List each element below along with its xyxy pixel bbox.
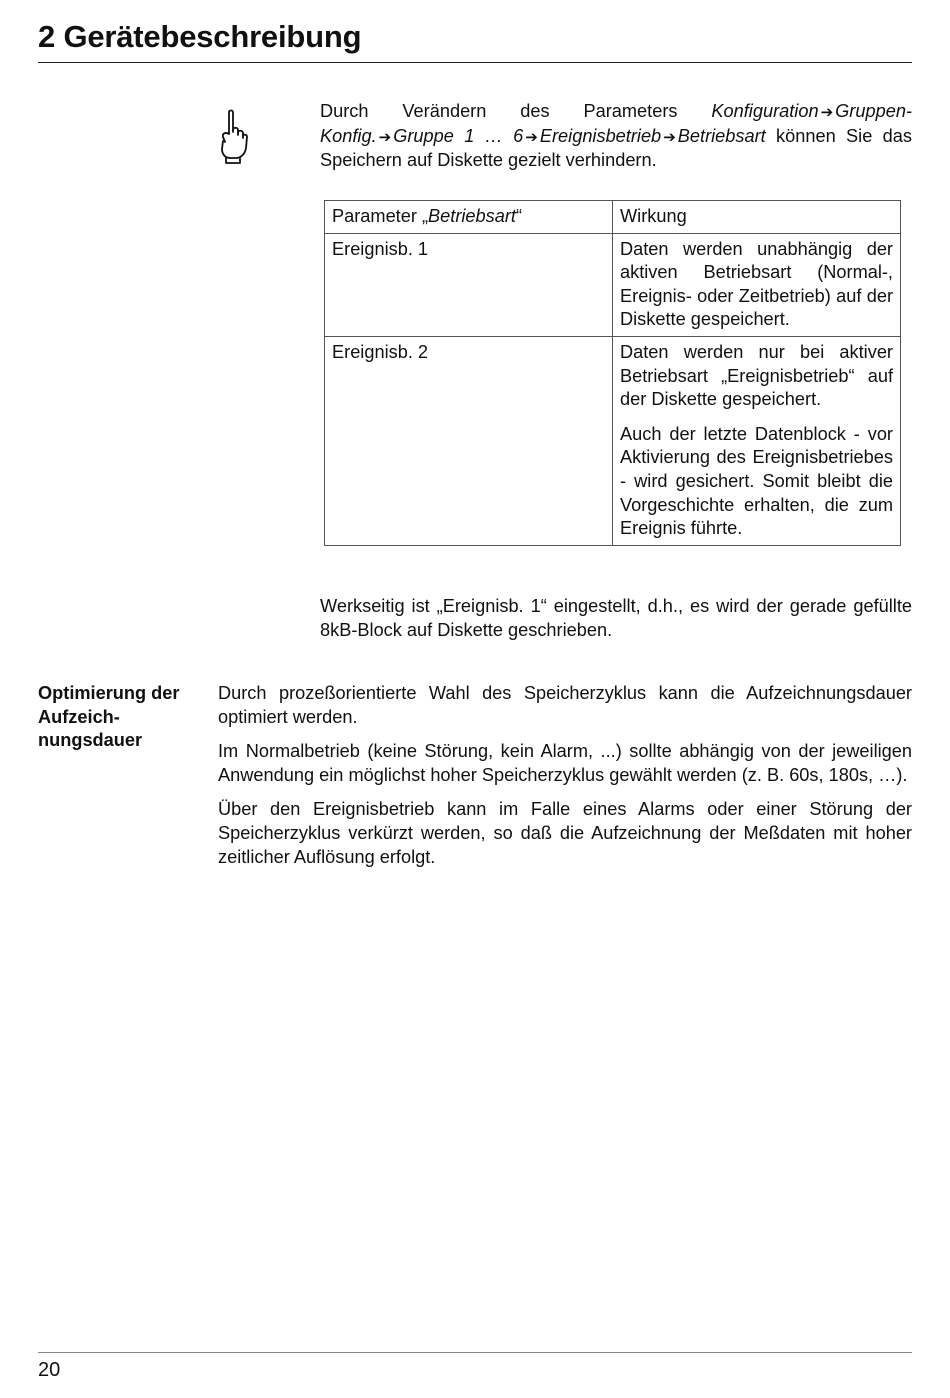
header-param-italic: Betriebsart: [428, 206, 516, 226]
arrow-icon: ➔: [820, 104, 834, 121]
header-param-suffix: “: [515, 206, 523, 226]
pointing-hand-icon: [214, 108, 248, 164]
header-param-prefix: Parameter „: [332, 206, 429, 226]
effect-text: Daten werden nur bei aktiver Betriebsart „Ereignisbetrieb“ auf der Diskette gespeichert.: [620, 341, 893, 410]
arrow-icon: ➔: [525, 128, 538, 146]
body-paragraph: Über den Ereignisbetrieb kann im Falle eines Alarms oder einer Störung der Speicherzyklus verkürzt werden, so daß die Aufzeichnung der Meßdaten mit hoher zeitlicher Auflösung erfolgt.: [218, 799, 912, 867]
note-paragraph: [320, 100, 912, 173]
footer-divider: [38, 1352, 912, 1353]
chapter-title: 2 Gerätebeschreibung: [38, 18, 912, 63]
arrow-icon: ➔: [663, 128, 676, 146]
factory-default-paragraph: Werkseitig ist „Ereignisb. 1“ eingestellt, d.h., es wird der gerade gefüllte 8kB-Block auf Diskette geschrieben.: [320, 596, 912, 640]
arrow-icon: ➔: [378, 128, 392, 146]
effect-text: Daten werden unabhängig der aktiven Betriebsart (Normal-, Ereignis- oder Zeitbetrieb) auf der Diskette gespeichert.: [620, 238, 893, 330]
parameter-table: [324, 200, 901, 546]
table-row: [325, 336, 901, 545]
param-cell: Ereignisb. 2: [325, 336, 613, 545]
header-cell-effect: Wirkung: [613, 201, 901, 234]
note-path-ereignisbetrieb: Ereignisbetrieb: [539, 125, 662, 146]
param-cell: Ereignisb. 1: [325, 233, 613, 336]
body-paragraph: Durch prozeßorientierte Wahl des Speicherzyklus kann die Aufzeichnungsdauer optimiert werden.: [218, 683, 912, 727]
header-cell-parameter: [325, 201, 613, 234]
body-paragraph: Im Normalbetrieb (keine Störung, kein Alarm, ...) sollte abhängig von der jeweiligen Anwendung ein möglichst hoher Speicherzyklus gewählt werden (z. B. 60s, 180s, …).: [218, 741, 912, 785]
note-path-gruppen-konfig: Gruppen-Konfig.: [320, 101, 912, 146]
note-path-gruppe: Gruppe 1 … 6: [393, 125, 524, 146]
note-path-betriebsart: Betriebsart: [677, 125, 766, 146]
note-outro: können Sie das Speichern auf Diskette gezielt verhindern.: [320, 125, 912, 171]
effect-cell: [613, 233, 901, 336]
effect-cell: [613, 336, 901, 545]
table-header-row: [325, 201, 901, 234]
section-heading: Optimierung der Aufzeichnungsdauer: [38, 683, 180, 751]
note-path-konfiguration: Konfiguration: [711, 101, 819, 121]
table-row: [325, 233, 901, 336]
page-number: 20: [38, 1359, 61, 1381]
note-intro: Durch Verändern des Parameters: [320, 101, 712, 121]
section-body: [218, 682, 912, 880]
effect-text: Auch der letzte Datenblock - vor Aktivierung des Ereignisbetriebes - wird gesichert. Somit bleibt die Vorgeschichte erhalten, die zum Ereignis führte.: [620, 423, 893, 539]
